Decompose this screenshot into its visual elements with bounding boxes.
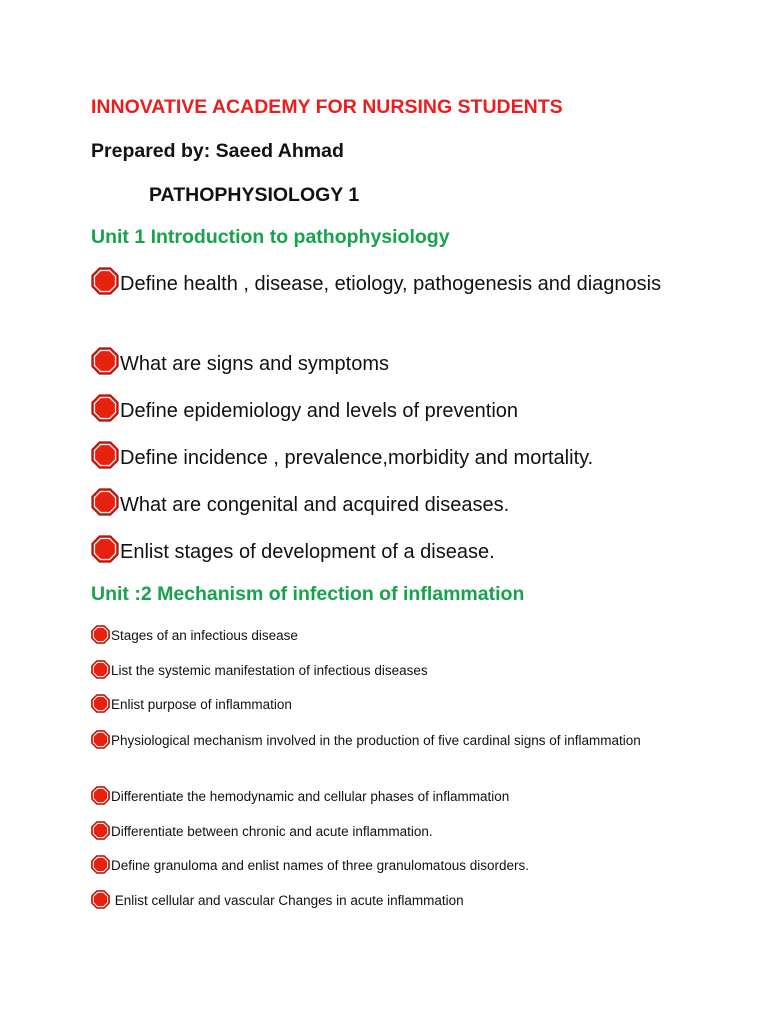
unit2-heading: Unit :2 Mechanism of infection of inflammation [91,583,525,605]
list-item [91,786,651,811]
list-item [91,694,651,719]
list-item-text: Enlist cellular and vascular Changes in acute inflammation [111,893,464,908]
academy-title: INNOVATIVE ACADEMY FOR NURSING STUDENTS [91,96,563,118]
stop-sign-icon [91,625,110,650]
stop-sign-icon [91,821,110,846]
list-item [91,660,651,685]
stop-sign-icon [91,441,119,480]
list-item [91,394,671,433]
list-item [91,267,671,306]
stop-sign-icon [91,786,110,811]
list-item-text: Differentiate the hemodynamic and cellular phases of inflammation [111,789,510,804]
list-item [91,821,651,846]
list-item-text: Enlist purpose of inflammation [111,697,292,712]
list-item [91,890,651,915]
list-item-text: What are congenital and acquired diseases. [120,494,510,516]
stop-sign-icon [91,855,110,880]
list-item-text: What are signs and symptoms [120,353,389,375]
list-item-text: Define epidemiology and levels of prevention [120,400,519,422]
stop-sign-icon [91,730,110,755]
stop-sign-icon [91,394,119,433]
unit1-heading: Unit 1 Introduction to pathophysiology [91,226,450,248]
list-item [91,730,651,755]
stop-sign-icon [91,488,119,527]
list-item-text: Differentiate between chronic and acute inflammation. [111,824,433,839]
list-item-text: Define health , disease, etiology, pathogenesis and diagnosis [120,273,662,295]
list-item [91,855,651,880]
list-item [91,441,671,480]
list-item-text: Stages of an infectious disease [111,628,298,643]
list-item [91,347,671,386]
stop-sign-icon [91,890,110,915]
prepared-by: Prepared by: Saeed Ahmad [91,140,344,162]
list-item-text: Define incidence , prevalence,morbidity and mortality. [120,447,594,469]
list-item-text: List the systemic manifestation of infectious diseases [111,663,428,678]
list-item [91,488,671,527]
list-item-text: Define granuloma and enlist names of three granulomatous disorders. [111,858,529,873]
stop-sign-icon [91,694,110,719]
subject-title: PATHOPHYSIOLOGY 1 [149,184,360,206]
list-item-text: Enlist stages of development of a disease. [120,541,495,563]
list-item [91,625,651,650]
stop-sign-icon [91,660,110,685]
list-item [91,535,671,574]
list-item-text: Physiological mechanism involved in the production of five cardinal signs of inflammation [111,733,641,748]
stop-sign-icon [91,267,119,306]
stop-sign-icon [91,347,119,386]
stop-sign-icon [91,535,119,574]
